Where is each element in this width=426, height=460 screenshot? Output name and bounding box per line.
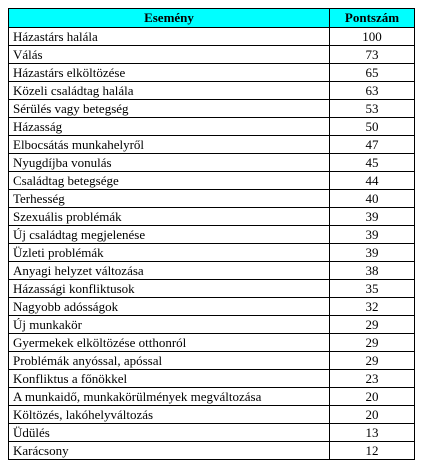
- table-row: [9, 208, 415, 226]
- score-cell: 13: [330, 424, 415, 442]
- score-cell: 23: [330, 370, 415, 388]
- table-row: [9, 442, 415, 460]
- event-cell: Anyagi helyzet változása: [9, 262, 330, 280]
- score-cell: 39: [330, 208, 415, 226]
- table-row: [9, 82, 415, 100]
- event-cell: Üzleti problémák: [9, 244, 330, 262]
- event-cell: Problémák anyóssal, apóssal: [9, 352, 330, 370]
- score-cell: 53: [330, 100, 415, 118]
- score-cell: 44: [330, 172, 415, 190]
- table-row: [9, 280, 415, 298]
- column-header-event: Esemény: [9, 9, 330, 28]
- event-cell: Nyugdíjba vonulás: [9, 154, 330, 172]
- score-cell: 73: [330, 46, 415, 64]
- table-row: [9, 226, 415, 244]
- event-cell: Házassági konfliktusok: [9, 280, 330, 298]
- event-cell: Üdülés: [9, 424, 330, 442]
- table-header-row: [9, 9, 415, 28]
- score-cell: 47: [330, 136, 415, 154]
- event-cell: Elbocsátás munkahelyről: [9, 136, 330, 154]
- table-row: [9, 352, 415, 370]
- table-row: [9, 28, 415, 46]
- table-row: [9, 154, 415, 172]
- event-cell: Költözés, lakóhelyváltozás: [9, 406, 330, 424]
- event-cell: Közeli családtag halála: [9, 82, 330, 100]
- score-cell: 29: [330, 334, 415, 352]
- event-cell: Házasság: [9, 118, 330, 136]
- event-cell: Karácsony: [9, 442, 330, 460]
- stress-events-table: [8, 8, 415, 460]
- score-cell: 32: [330, 298, 415, 316]
- score-cell: 29: [330, 352, 415, 370]
- table-row: [9, 334, 415, 352]
- table-row: [9, 370, 415, 388]
- table-row: [9, 262, 415, 280]
- table-row: [9, 136, 415, 154]
- table-row: [9, 388, 415, 406]
- score-cell: 39: [330, 244, 415, 262]
- table-body: [9, 28, 415, 460]
- event-cell: Szexuális problémák: [9, 208, 330, 226]
- score-cell: 63: [330, 82, 415, 100]
- stress-events-table-container: [8, 8, 414, 460]
- score-cell: 38: [330, 262, 415, 280]
- table-row: [9, 100, 415, 118]
- table-row: [9, 172, 415, 190]
- event-cell: Házastárs elköltözése: [9, 64, 330, 82]
- event-cell: Konfliktus a főnökkel: [9, 370, 330, 388]
- score-cell: 50: [330, 118, 415, 136]
- score-cell: 45: [330, 154, 415, 172]
- score-cell: 35: [330, 280, 415, 298]
- table-row: [9, 244, 415, 262]
- event-cell: Házastárs halála: [9, 28, 330, 46]
- score-cell: 20: [330, 406, 415, 424]
- table-row: [9, 190, 415, 208]
- event-cell: Válás: [9, 46, 330, 64]
- event-cell: Sérülés vagy betegség: [9, 100, 330, 118]
- score-cell: 20: [330, 388, 415, 406]
- score-cell: 39: [330, 226, 415, 244]
- event-cell: Terhesség: [9, 190, 330, 208]
- event-cell: Családtag betegsége: [9, 172, 330, 190]
- score-cell: 40: [330, 190, 415, 208]
- column-header-score: Pontszám: [330, 9, 415, 28]
- table-row: [9, 118, 415, 136]
- table-row: [9, 406, 415, 424]
- table-row: [9, 64, 415, 82]
- score-cell: 29: [330, 316, 415, 334]
- table-row: [9, 298, 415, 316]
- score-cell: 65: [330, 64, 415, 82]
- table-row: [9, 316, 415, 334]
- score-cell: 100: [330, 28, 415, 46]
- event-cell: Gyermekek elköltözése otthonról: [9, 334, 330, 352]
- event-cell: Új munkakör: [9, 316, 330, 334]
- event-cell: Nagyobb adósságok: [9, 298, 330, 316]
- event-cell: Új családtag megjelenése: [9, 226, 330, 244]
- score-cell: 12: [330, 442, 415, 460]
- table-row: [9, 46, 415, 64]
- event-cell: A munkaidő, munkakörülmények megváltozása: [9, 388, 330, 406]
